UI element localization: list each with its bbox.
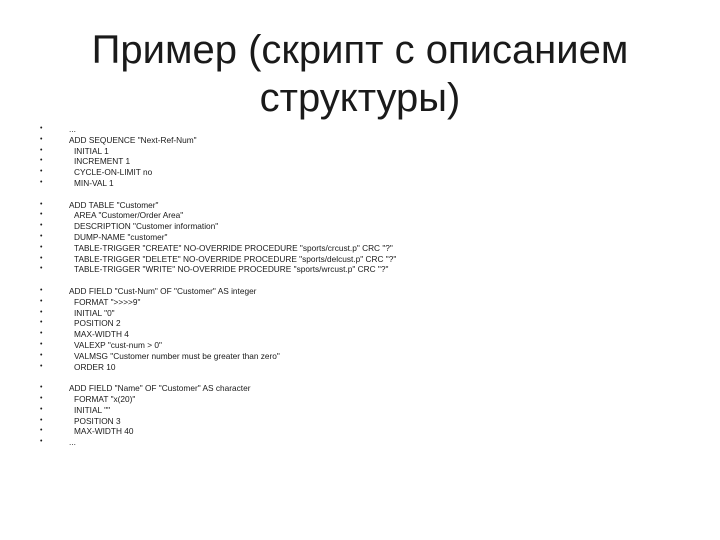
listing-line <box>40 329 700 340</box>
bullet-icon: • <box>40 286 43 294</box>
listing-line <box>40 178 700 189</box>
listing-line-text: POSITION 3 <box>74 415 121 426</box>
bullet-icon: • <box>40 308 43 316</box>
bullet-icon: • <box>40 297 43 305</box>
bullet-icon: • <box>40 200 43 208</box>
listing-line-text: DESCRIPTION "Customer information" <box>74 221 219 232</box>
listing-line <box>40 318 700 329</box>
bullet-icon: • <box>40 243 43 251</box>
listing-line-text: ADD SEQUENCE "Next-Ref-Num" <box>69 134 197 145</box>
bullet-icon: • <box>40 211 43 219</box>
listing-line <box>40 416 700 427</box>
listing-line-text: ADD TABLE "Customer" <box>69 199 159 210</box>
listing-line-text: DUMP-NAME "customer" <box>74 231 168 242</box>
listing-line-text: INCREMENT 1 <box>74 156 131 167</box>
listing-line <box>40 297 700 308</box>
bullet-icon: • <box>40 405 43 413</box>
listing-line <box>40 437 700 448</box>
bullet-icon: • <box>40 232 43 240</box>
listing-line-text: FORMAT ">>>>9" <box>74 296 141 307</box>
bullet-icon: • <box>40 330 43 338</box>
listing-line-text: VALEXP "cust-num > 0" <box>74 339 162 350</box>
listing-line-text: CYCLE-ON-LIMIT no <box>74 167 153 178</box>
listing-line-text: ADD FIELD "Cust-Num" OF "Customer" AS integer <box>69 285 257 296</box>
listing-line-text: MAX-WIDTH 40 <box>74 426 134 437</box>
bullet-icon: • <box>40 125 43 132</box>
bullet-icon: • <box>40 416 43 424</box>
bullet-icon: • <box>40 362 43 370</box>
listing-line-text: FORMAT "x(20)" <box>74 393 136 404</box>
bullet-icon: • <box>40 427 43 435</box>
listing-line-text: ... <box>69 437 76 448</box>
bullet-icon: • <box>40 340 43 348</box>
listing-line <box>40 264 700 275</box>
listing-line <box>40 200 700 211</box>
bullet-icon: • <box>40 146 43 154</box>
listing-line-text: INITIAL "0" <box>74 307 115 318</box>
listing-line-text: ORDER 10 <box>74 361 116 372</box>
listing-line <box>40 210 700 221</box>
listing-line <box>40 340 700 351</box>
listing-line <box>40 394 700 405</box>
listing-line <box>40 405 700 416</box>
listing-line <box>40 221 700 232</box>
bullet-icon: • <box>40 319 43 327</box>
bullet-icon: • <box>40 135 43 143</box>
listing-line-text: TABLE-TRIGGER "WRITE" NO-OVERRIDE PROCEDURE "sports/wrcust.p" CRC "?" <box>74 264 389 275</box>
listing-line-text: ... <box>69 124 76 134</box>
listing-line-text: POSITION 2 <box>74 318 121 329</box>
bullet-icon: • <box>40 157 43 165</box>
listing-line <box>40 167 700 178</box>
listing-line-text: INITIAL "" <box>74 404 111 415</box>
listing-line <box>40 243 700 254</box>
bullet-icon: • <box>40 351 43 359</box>
listing-line <box>40 308 700 319</box>
slide-title <box>0 26 720 122</box>
listing-line-text: MAX-WIDTH 4 <box>74 329 129 340</box>
listing-line <box>40 146 700 157</box>
listing-line-text: INITIAL 1 <box>74 145 109 156</box>
listing-line <box>40 286 700 297</box>
bullet-icon: • <box>40 178 43 186</box>
bullet-icon: • <box>40 265 43 273</box>
listing-line-text: TABLE-TRIGGER "DELETE" NO-OVERRIDE PROCEDURE "sports/delcust.p" CRC "?" <box>74 253 397 264</box>
slide-title-line-1: Пример (скрипт с описанием <box>91 28 629 72</box>
bullet-icon: • <box>40 168 43 176</box>
bullet-icon: • <box>40 384 43 392</box>
listing-line-text: AREA "Customer/Order Area" <box>74 210 184 221</box>
script-listing <box>40 124 700 448</box>
listing-line <box>40 254 700 265</box>
listing-line <box>40 135 700 146</box>
listing-line-text: MIN-VAL 1 <box>74 177 114 188</box>
bullet-icon: • <box>40 222 43 230</box>
listing-line <box>40 383 700 394</box>
listing-line-text: VALMSG "Customer number must be greater than zero" <box>74 350 280 361</box>
listing-line <box>40 426 700 437</box>
listing-line <box>40 232 700 243</box>
listing-line <box>40 156 700 167</box>
bullet-icon: • <box>40 254 43 262</box>
listing-line <box>40 124 700 135</box>
listing-line-text: TABLE-TRIGGER "CREATE" NO-OVERRIDE PROCEDURE "sports/crcust.p" CRC "?" <box>74 242 393 253</box>
slide-title-line-2: структуры) <box>259 76 461 120</box>
bullet-icon: • <box>40 438 43 446</box>
listing-line <box>40 362 700 373</box>
listing-line-text: ADD FIELD "Name" OF "Customer" AS character <box>69 383 251 394</box>
listing-line <box>40 351 700 362</box>
bullet-icon: • <box>40 394 43 402</box>
